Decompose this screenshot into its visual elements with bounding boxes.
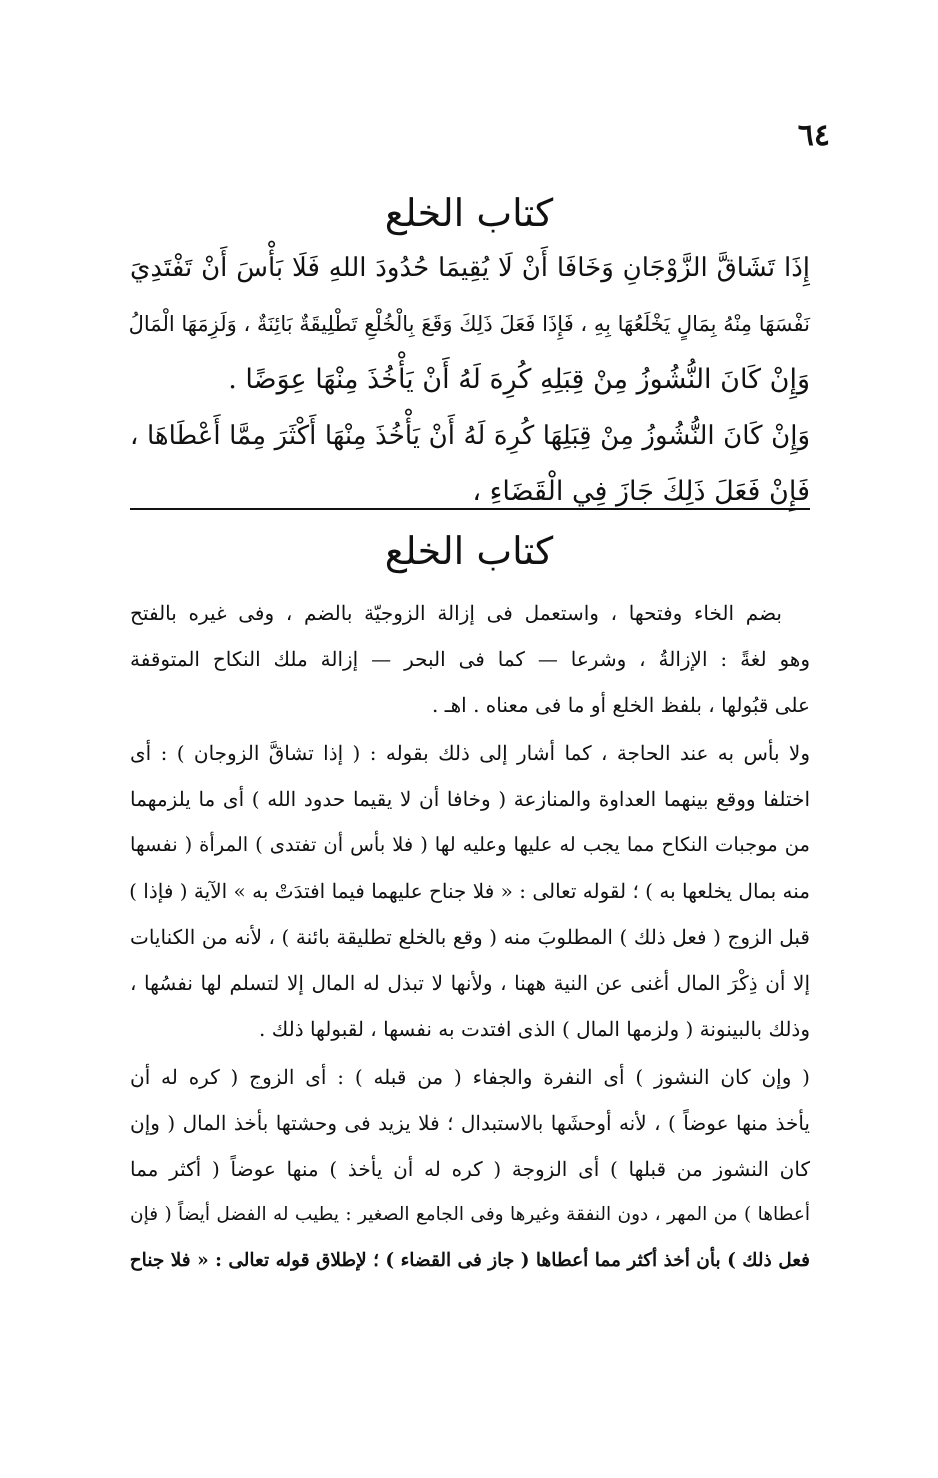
sharh-paragraph: [130, 730, 810, 1052]
matn-line: إِذَا تَشَاقَّ الزَّوْجَانِ وَخَافَا أَنْ لَا يُقِيمَا حُدُودَ اللهِ فَلَا بَأْسَ أَنْ تَفْتَدِيَ: [130, 253, 810, 283]
section-divider: [130, 508, 810, 510]
matn-line: نَفْسَهَا مِنْهُ بِمَالٍ يَخْلَعُهَا بِهِ ، فَإِذَا فَعَلَ ذَلِكَ وَقَعَ بِالْخُلْعِ تَطْلِيقَةٌ بَائِنَةٌ ، وَلَزِمَهَا الْمَالُ: [128, 312, 810, 336]
sharh-line: وهو لغةً : الإزالةُ ، وشرعا — كما فى البحر — إزالة ملك النكاح المتوقفة: [130, 647, 810, 671]
sharh-line: من موجبات النكاح مما يجب له عليها وعليه لها ( فلا بأس أن تفتدى ) المرأة ( نفسها: [130, 833, 810, 856]
sharh-line: اختلفا ووقع بينهما العداوة والمنازعة ( وخافا أن لا يقيما حدود الله ) أى ما يلزمهما: [130, 787, 810, 811]
sharh-line: قبل الزوج ( فعل ذلك ) المطلوبَ منه ( وقع بالخلع تطليقة بائنة ) ، لأنه من الكنايات: [130, 925, 810, 949]
sharh-heading: كتاب الخلع: [384, 529, 554, 573]
matn-line: وَإِنْ كَانَ النُّشُوزُ مِنْ قِبَلِهِ كُرِهَ لَهُ أَنْ يَأْخُذَ مِنْهَا عِوَضًا .: [228, 364, 810, 395]
sharh-line: أعطاها ) من المهر ، دون النفقة وغيرها وفى الجامع الصغير : يطيب له الفضل أيضاً ( فإن: [130, 1204, 810, 1225]
matn-line: فَإِنْ فَعَلَ ذَلِكَ جَازَ فِي الْقَضَاءِ ،: [472, 476, 810, 507]
matn-heading: كتاب الخلع: [384, 191, 554, 235]
sharh-line: يأخذ منها عوضاً ) ، لأنه أوحشَها بالاستبدال ؛ فلا يزيد فى وحشتها بأخذ المال ( وإن: [130, 1111, 810, 1135]
sharh-text: [130, 590, 810, 1284]
sharh-line: وذلك بالبينونة ( ولزمها المال ) الذى افتدت به نفسها ، لقبولها ذلك .: [259, 1017, 810, 1041]
matn-line: وَإِنْ كَانَ النُّشُوزُ مِنْ قِبَلِهَا كُرِهَ لَهُ أَنْ يَأْخُذَ مِنْهَا أَكْثَرَ مِمَّا أَعْطَاهَا ،: [130, 421, 810, 451]
sharh-paragraph: [130, 590, 810, 728]
sharh-line: فعل ذلك ) بأن أخذ أكثر مما أعطاها ( جاز فى القضاء ) ؛ لإطلاق قوله تعالى : « فلا جناح: [129, 1250, 810, 1271]
sharh-paragraph: [130, 1054, 810, 1284]
sharh-line: إلا أن ذِكْرَ المال أغنى عن النية ههنا ، ولأنها لا تبذل له المال إلا لتسلم لها نفسُها ،: [130, 971, 810, 995]
sharh-line: كان النشوز من قبلها ) أى الزوجة ( كره له أن يأخذ ) منها عوضاً ( أكثر مما: [130, 1157, 810, 1181]
sharh-line: بضم الخاء وفتحها ، واستعمل فى إزالة الزوجيّة بالضم ، وفى غيره بالفتح: [130, 601, 782, 625]
page-number: ٦٤: [797, 118, 830, 153]
sharh-line: ولا بأس به عند الحاجة ، كما أشار إلى ذلك بقوله : ( إذا تشاقَّ الزوجان ) : أى: [130, 741, 810, 765]
matn-text: [130, 240, 810, 520]
sharh-line: على قبُولها ، بلفظ الخلع أو ما فى معناه . اهـ .: [432, 693, 810, 717]
sharh-line: ( وإن كان النشوز ) أى النفرة والجفاء ( من قبله ) : أى الزوج ( كره له أن: [130, 1065, 810, 1089]
sharh-line: منه بمال يخلعها به ) ؛ لقوله تعالى : « فلا جناح عليهما فيما افتدَتْ به » الآية ( فإذا ): [129, 879, 810, 903]
